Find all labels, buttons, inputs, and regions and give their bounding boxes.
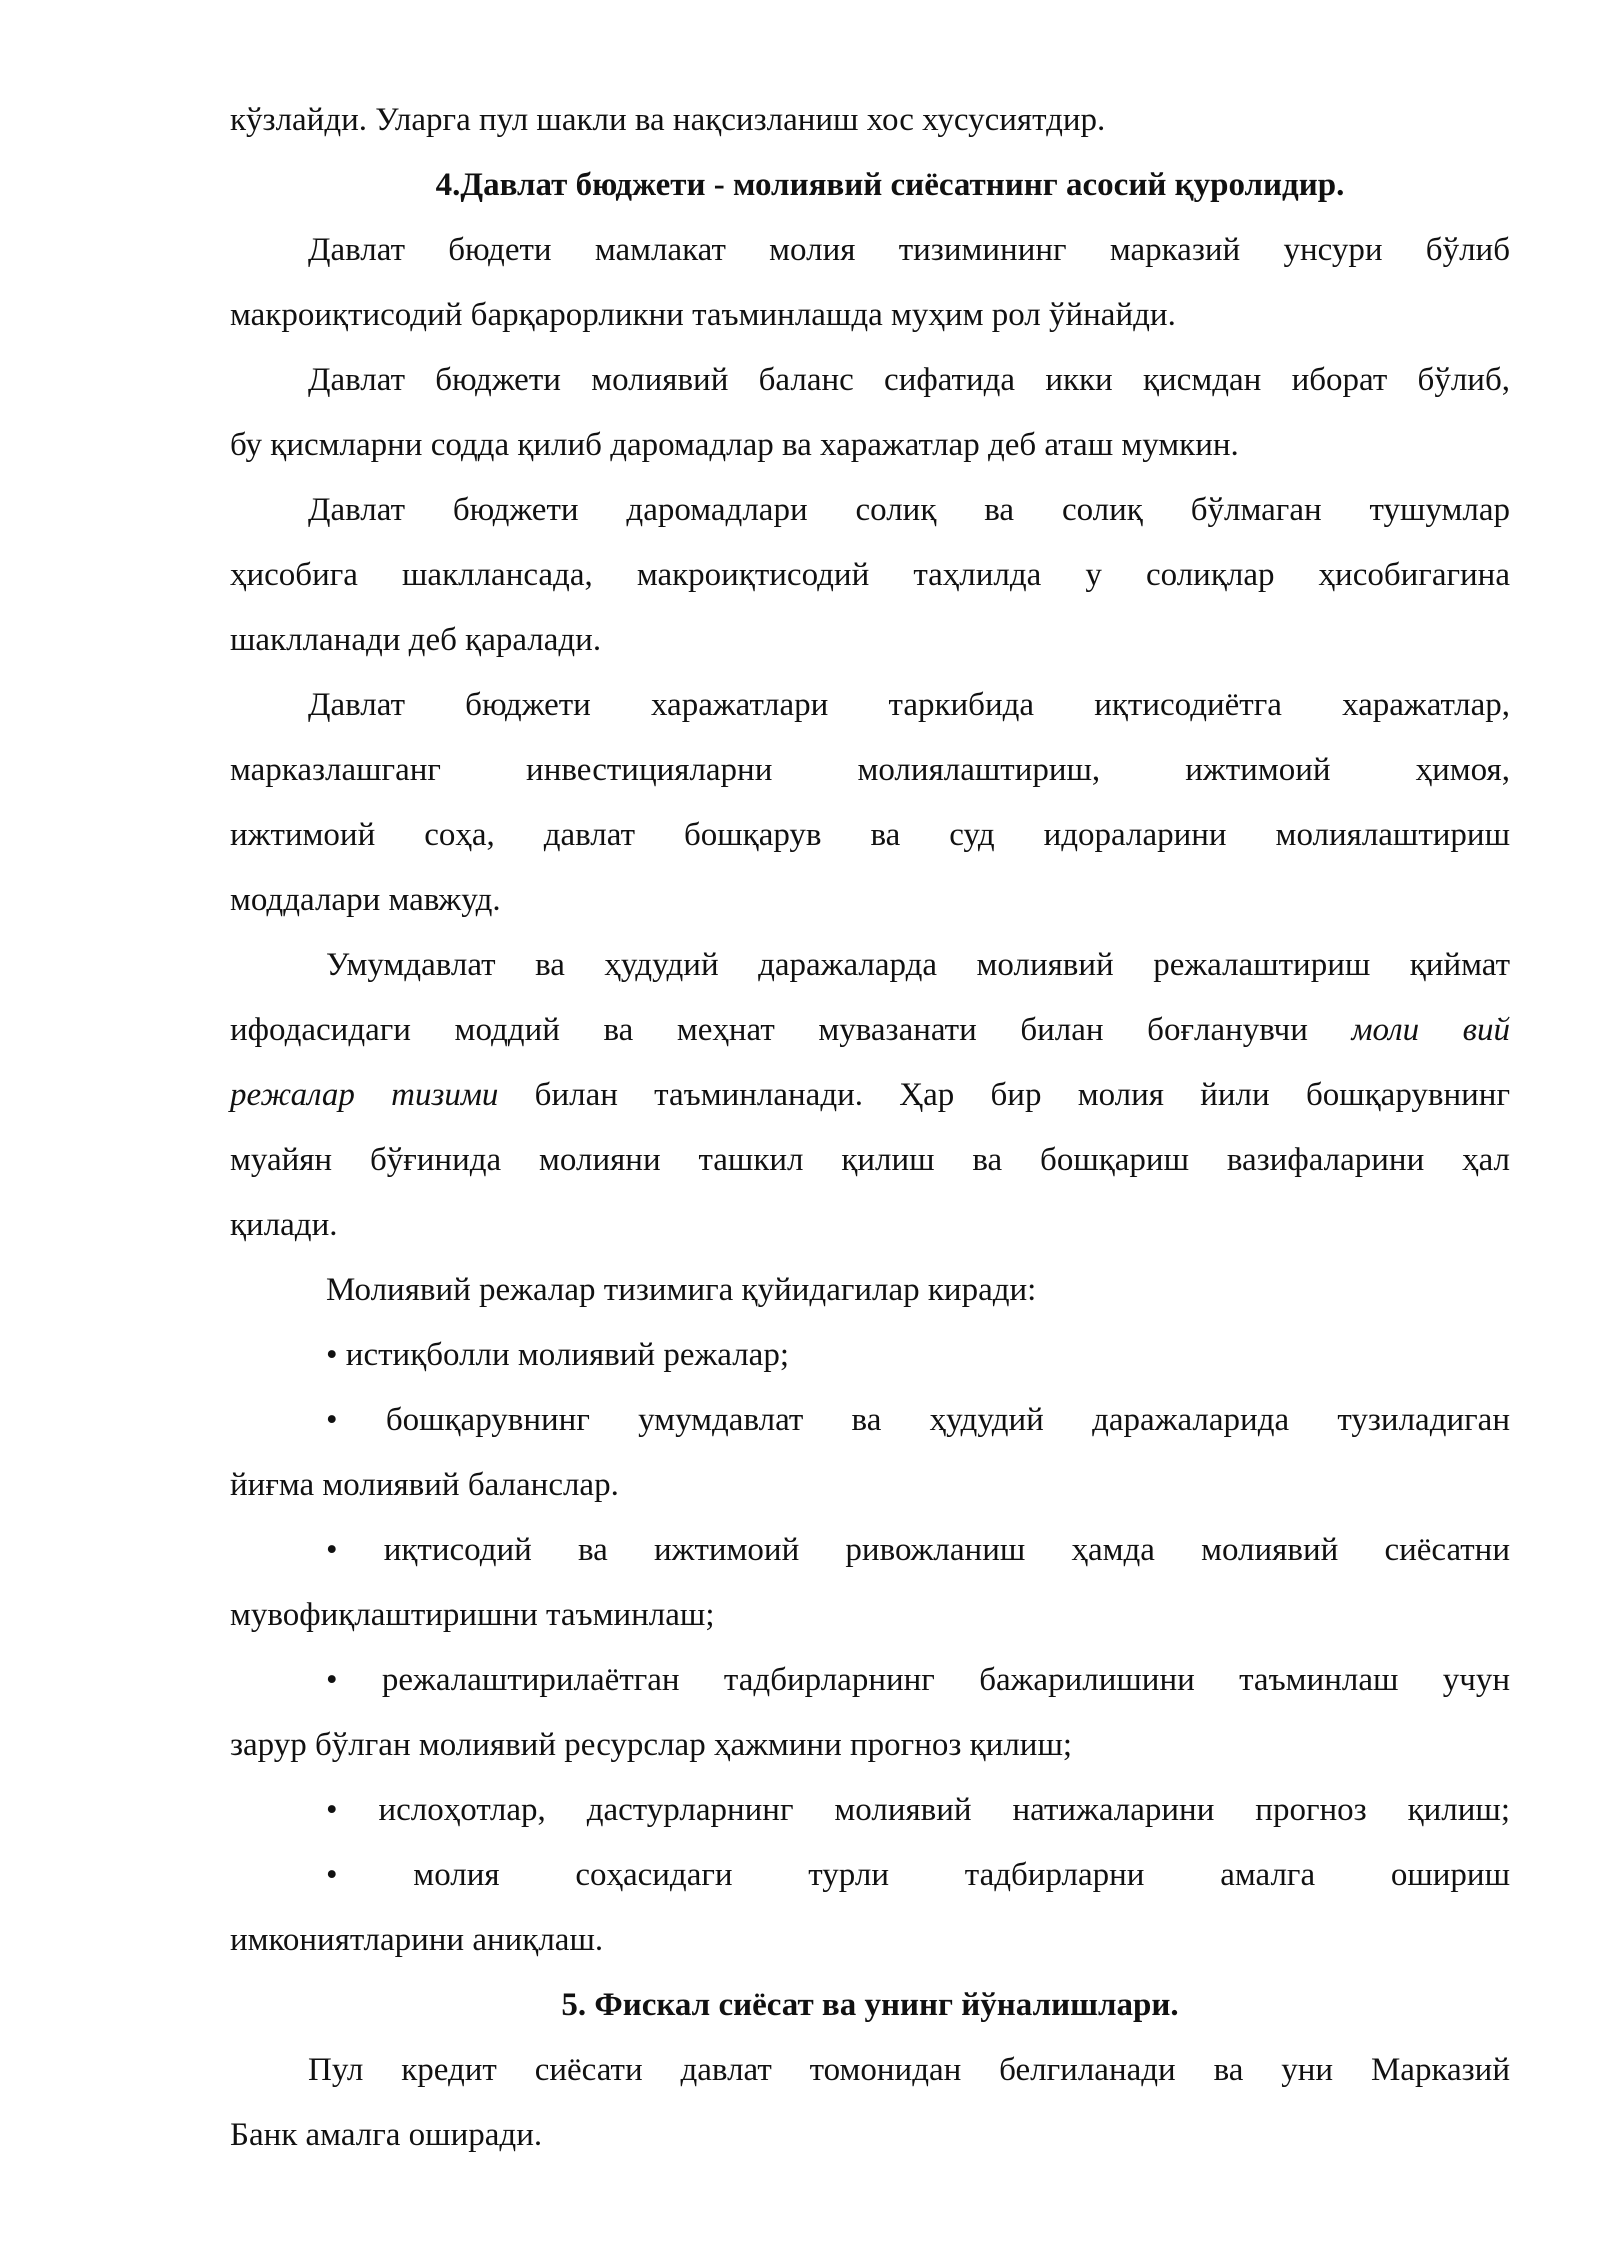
text-line: Давлат бюджети даромадлари солиқ ва солиқ бўлмаган тушумлар xyxy=(308,492,1510,528)
text-line: марказлашганг инвестицияларни молиялаштириш, ижтимоий ҳимоя, xyxy=(230,752,1510,788)
list-item: • иқтисодий ва ижтимоий ривожланиш ҳамда молиявий сиёсатни xyxy=(326,1532,1510,1568)
text-line: Пул кредит сиёсати давлат томонидан белгиланади ва уни Марказий xyxy=(308,2052,1510,2088)
text-line: Банк амалга оширади. xyxy=(230,2117,543,2153)
text-line: йиғма молиявий баланслар. xyxy=(230,1467,619,1503)
text-line: шаклланади деб қаралади. xyxy=(230,622,602,658)
text-line: Давлат бюджети харажатлари таркибида иқтисодиётга харажатлар, xyxy=(308,687,1510,723)
list-item: • бошқарувнинг умумдавлат ва ҳудудий даражаларида тузиладиган xyxy=(326,1402,1510,1438)
text-line: ижтимоий соҳа, давлат бошқарув ва суд идораларини молиялаштириш xyxy=(230,817,1510,853)
text-line: макроиқтисодий барқарорликни таъминлашда муҳим рол ўйнайди. xyxy=(230,297,1176,333)
text-line: зарур бўлган молиявий ресурслар ҳажмини прогноз қилиш; xyxy=(230,1727,1073,1763)
text-line xyxy=(230,998,1510,1063)
list-item: • ислоҳотлар, дастурларнинг молиявий натижаларини прогноз қилиш; xyxy=(326,1792,1510,1828)
text-line: бу қисмларни содда қилиб даромадлар ва харажатлар деб аташ мумкин. xyxy=(230,427,1239,463)
text-line: моддалари мавжуд. xyxy=(230,882,501,918)
document-page xyxy=(230,88,1510,2168)
text-line xyxy=(230,1063,1510,1128)
text-line: Молиявий режалар тизимига қуйидагилар киради: xyxy=(326,1272,1037,1308)
text-line: Давлат бюдети мамлакат молия тизимининг марказий унсури бўлиб xyxy=(308,232,1510,268)
text-line: Умумдавлат ва ҳудудий даражаларда молиявий режалаштириш қиймат xyxy=(326,947,1510,983)
list-item: • истиқболли молиявий режалар; xyxy=(326,1337,789,1373)
text-line: кўзлайди. Уларга пул шакли ва нақсизланиш хос хусусиятдир. xyxy=(230,102,1106,138)
section-heading: 5. Фискал сиёсат ва унинг йўналишлари. xyxy=(561,1987,1179,2023)
italic-term: режалар тизими xyxy=(230,1077,499,1113)
list-item: • молия соҳасидаги турли тадбирларни амалга ошириш xyxy=(326,1857,1510,1893)
section-heading: 4.Давлат бюджети - молиявий сиёсатнинг асосий қуролидир. xyxy=(435,167,1345,203)
text-line: ҳисобига шакллансада, макроиқтисодий таҳлилда у солиқлар ҳисобигагина xyxy=(230,557,1510,593)
text-line: Давлат бюджети молиявий баланс сифатида икки қисмдан иборат бўлиб, xyxy=(308,362,1510,398)
text-line: қилади. xyxy=(230,1207,338,1243)
list-item: • режалаштирилаётган тадбирларнинг бажарилишини таъминлаш учун xyxy=(326,1662,1510,1698)
text-line: мувофиқлаштиришни таъминлаш; xyxy=(230,1597,715,1633)
text-segment: билан таъминланади. Ҳар бир молия йили бошқарувнинг xyxy=(534,1077,1510,1113)
italic-term: моли вий xyxy=(1351,1012,1510,1048)
text-segment: ифодасидаги моддий ва меҳнат мувазанати билан боғланувчи xyxy=(230,1012,1308,1048)
text-line: муайян бўғинида молияни ташкил қилиш ва бошқариш вазифаларини ҳал xyxy=(230,1142,1510,1178)
text-line: имкониятларини аниқлаш. xyxy=(230,1922,604,1958)
